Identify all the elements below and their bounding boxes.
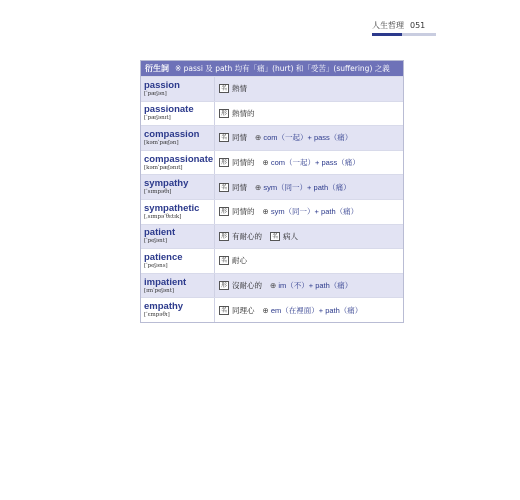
vocab-word: sympathy: [144, 178, 189, 190]
word-root: [270, 280, 352, 291]
vocab-word: empathy: [144, 301, 184, 313]
page-number: 051: [410, 21, 426, 30]
word-cell: [141, 102, 215, 126]
word-cell: [141, 225, 215, 249]
vocab-ipa: [ˈpæʃən]: [144, 90, 167, 97]
vocab-ipa: [ˈpeʃənt]: [144, 238, 168, 245]
table-header-tag: 衍生詞: [145, 64, 169, 73]
part-of-speech-badge: 形: [221, 282, 228, 290]
vocab-word: patient: [144, 227, 176, 239]
vocab-row: [141, 150, 403, 175]
page-header: [372, 20, 436, 36]
definition-cell: [215, 102, 403, 126]
part-of-speech-badge: 名: [221, 85, 228, 93]
word-cell: [141, 298, 215, 322]
vocab-row: [141, 199, 403, 224]
link-icon: ⊕: [262, 207, 269, 217]
word-root: [263, 157, 360, 168]
vocab-definition: 同情的: [232, 158, 255, 168]
vocab-ipa: [kəmˈpæʃən]: [144, 139, 179, 146]
definition-cell: [215, 151, 403, 175]
table-header: [141, 61, 403, 76]
word-root: [263, 206, 359, 217]
definition-cell: [215, 274, 403, 298]
vocab-row: [141, 101, 403, 126]
vocab-row: [141, 174, 403, 199]
vocab-word: sympathetic: [144, 202, 200, 214]
part-of-speech-badge: 形: [221, 208, 228, 216]
link-icon: ⊕: [255, 182, 262, 192]
vocab-word: passion: [144, 79, 180, 91]
vocab-word: compassion: [144, 128, 200, 140]
part-of-speech-badge: 形: [221, 232, 228, 240]
word-cell: [141, 126, 215, 150]
vocab-row: [141, 248, 403, 273]
word-cell: [141, 274, 215, 298]
vocab-word: compassionate: [144, 153, 214, 165]
definition-cell: [215, 200, 403, 224]
header-rule-accent: [372, 33, 402, 36]
definition-cell: [215, 298, 403, 322]
vocab-word: patience: [144, 251, 183, 263]
word-root-text: em（在裡面）+ path（痛）: [270, 305, 363, 315]
link-icon: ⊕: [270, 281, 277, 291]
part-of-speech-badge: 名: [221, 306, 228, 314]
vocab-ipa: [kəmˈpæʃənɪt]: [144, 164, 183, 171]
word-root: [263, 305, 363, 316]
part-of-speech-badge: 形: [221, 159, 228, 167]
vocab-ipa: [ˈɛmpəθɪ]: [144, 312, 170, 319]
word-cell: [141, 77, 215, 101]
part-of-speech-badge: 名: [272, 232, 279, 240]
vocab-ipa: [ˈsɪmpəθɪ]: [144, 189, 172, 196]
derivatives-table: [140, 60, 404, 323]
part-of-speech-badge: 名: [221, 183, 228, 191]
word-cell: [141, 151, 215, 175]
vocab-row: [141, 273, 403, 298]
part-of-speech-badge: 名: [221, 134, 228, 142]
word-root-text: im（不）+ path（痛）: [278, 281, 353, 291]
definition-cell: [215, 225, 403, 249]
vocab-row: [141, 297, 403, 322]
header-text: [372, 20, 436, 31]
link-icon: ⊕: [262, 305, 269, 315]
definition-cell: [215, 126, 403, 150]
word-root-text: sym（同一）+ path（痛）: [270, 207, 359, 217]
table-body: [141, 76, 403, 322]
vocab-definition: 沒耐心的: [232, 281, 263, 291]
header-rule: [372, 33, 436, 36]
vocab-row: [141, 76, 403, 101]
vocab-ipa: [ˌsɪmpəˈθɛtɪk]: [144, 213, 182, 220]
vocab-row: [141, 224, 403, 249]
vocab-ipa: [ˈpeʃəns]: [144, 262, 168, 269]
vocab-definition: 熱情的: [232, 108, 255, 118]
section-title: 人生哲理: [372, 21, 404, 30]
word-root-text: com（一起）+ pass（痛）: [263, 133, 353, 143]
part-of-speech-badge: 形: [221, 109, 228, 117]
word-root-text: com（一起）+ pass（痛）: [270, 158, 360, 168]
vocab-row: [141, 125, 403, 150]
vocab-definition: 同情: [232, 182, 248, 192]
word-root: [255, 132, 352, 143]
vocab-word: passionate: [144, 104, 194, 116]
vocab-ipa: [ɪmˈpeʃənt]: [144, 287, 175, 294]
vocab-definition: 耐心: [232, 256, 248, 266]
word-root: [255, 182, 351, 193]
word-cell: [141, 200, 215, 224]
vocab-word: impatient: [144, 276, 187, 288]
vocab-ipa: [ˈpæʃənɪt]: [144, 115, 171, 122]
link-icon: ⊕: [255, 133, 262, 143]
definition-cell: [215, 77, 403, 101]
definition-cell: [215, 175, 403, 199]
table-header-note: ※ passi 及 path 均有「痛」(hurt) 和「受苦」(suffering) 之義: [175, 64, 390, 73]
word-cell: [141, 249, 215, 273]
vocab-definition: 同理心: [232, 305, 255, 315]
vocab-definition: 同情的: [232, 207, 255, 217]
vocab-definition: 有耐心的: [232, 231, 263, 241]
part-of-speech-badge: 名: [221, 257, 228, 265]
word-root-text: sym（同一）+ path（痛）: [263, 182, 351, 192]
vocab-definition: 同情: [232, 133, 248, 143]
word-cell: [141, 175, 215, 199]
vocab-definition: 病人: [283, 231, 299, 241]
vocab-definition: 熱情: [232, 84, 248, 94]
definition-cell: [215, 249, 403, 273]
link-icon: ⊕: [262, 158, 269, 168]
